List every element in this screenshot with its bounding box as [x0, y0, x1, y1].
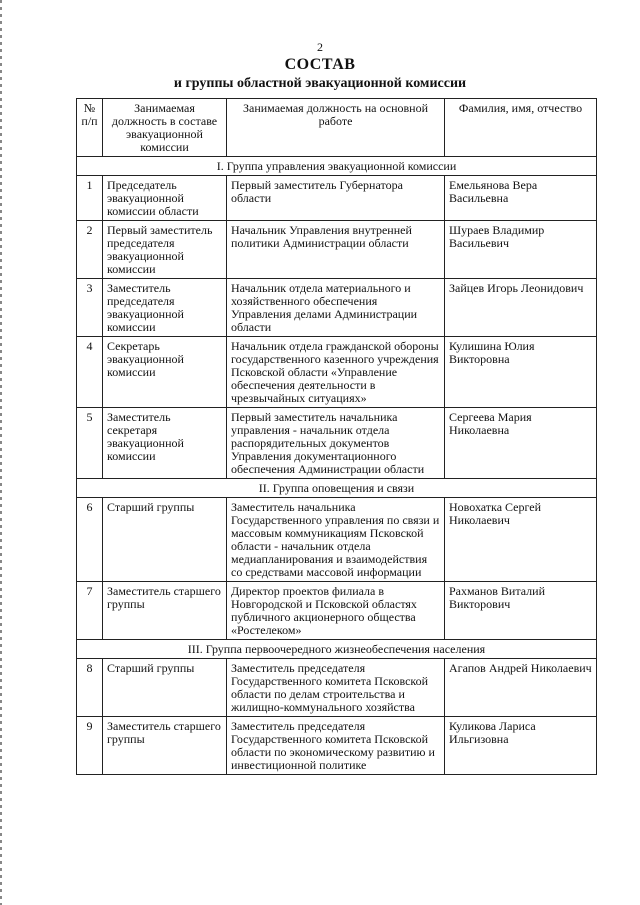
group-row [77, 157, 597, 176]
row-number: 8 [77, 659, 103, 717]
full-name: Новохатка Сергей Николаевич [445, 498, 597, 582]
full-name: Сергеева Мария Николаевна [445, 408, 597, 479]
header-commission-role: Занимаемая должность в составе эвакуационной комиссии [103, 99, 227, 157]
commission-role: Председатель эвакуационной комиссии области [103, 176, 227, 221]
group-row [77, 640, 597, 659]
main-job: Первый заместитель начальника управления - начальник отдела распорядительных документов Управления документационного обеспечения Администрации области [227, 408, 445, 479]
main-job: Первый заместитель Губернатора области [227, 176, 445, 221]
row-number: 4 [77, 337, 103, 408]
scan-edge [0, 0, 2, 905]
table-row [77, 498, 597, 582]
table-row [77, 279, 597, 337]
group-title: II. Группа оповещения и связи [77, 479, 597, 498]
row-number: 7 [77, 582, 103, 640]
commission-role: Старший группы [103, 659, 227, 717]
full-name: Емельянова Вера Васильевна [445, 176, 597, 221]
header-full-name: Фамилия, имя, отчество [445, 99, 597, 157]
table-header-row [77, 99, 597, 157]
commission-role: Первый заместитель председателя эвакуационной комиссии [103, 221, 227, 279]
row-number: 1 [77, 176, 103, 221]
main-job: Начальник отдела материального и хозяйственного обеспечения Управления делами Администрации области [227, 279, 445, 337]
row-number: 3 [77, 279, 103, 337]
main-job: Заместитель председателя Государственного комитета Псковской области по делам строительства и жилищно-коммунального хозяйства [227, 659, 445, 717]
document-subtitle: и группы областной эвакуационной комиссии [173, 76, 467, 91]
commission-role: Старший группы [103, 498, 227, 582]
commission-role: Заместитель старшего группы [103, 717, 227, 775]
full-name: Шураев Владимир Васильевич [445, 221, 597, 279]
main-job: Начальник отдела гражданской обороны государственного казенного учреждения Псковской области «Управление обеспечения деятельности в чрезвычайных ситуациях» [227, 337, 445, 408]
row-number: 5 [77, 408, 103, 479]
full-name: Кулишина Юлия Викторовна [445, 337, 597, 408]
main-job: Заместитель начальника Государственного управления по связи и массовым коммуникациям Псковской области - начальник отдела медиапланирования и взаимодействия со средствами массовой информации [227, 498, 445, 582]
commission-role: Заместитель председателя эвакуационной комиссии [103, 279, 227, 337]
group-title: III. Группа первоочередного жизнеобеспечения населения [77, 640, 597, 659]
full-name: Агапов Андрей Николаевич [445, 659, 597, 717]
main-job: Заместитель председателя Государственного комитета Псковской области по экономическому развитию и инвестиционной политике [227, 717, 445, 775]
full-name: Рахманов Виталий Викторович [445, 582, 597, 640]
full-name: Куликова Лариса Ильгизовна [445, 717, 597, 775]
group-title: I. Группа управления эвакуационной комиссии [77, 157, 597, 176]
row-number: 9 [77, 717, 103, 775]
table-row [77, 717, 597, 775]
table-row [77, 582, 597, 640]
main-job: Начальник Управления внутренней политики Администрации области [227, 221, 445, 279]
commission-role: Заместитель секретаря эвакуационной комиссии [103, 408, 227, 479]
table-row [77, 221, 597, 279]
row-number: 2 [77, 221, 103, 279]
row-number: 6 [77, 498, 103, 582]
header-number: № п/п [77, 99, 103, 157]
main-job: Директор проектов филиала в Новгородской и Псковской областях публичного акционерного общества «Ростелеком» [227, 582, 445, 640]
page-number: 2 [317, 40, 323, 54]
table-row [77, 659, 597, 717]
full-name: Зайцев Игорь Леонидович [445, 279, 597, 337]
commission-role: Заместитель старшего группы [103, 582, 227, 640]
table-row [77, 337, 597, 408]
document-title: СОСТАВ [284, 56, 356, 73]
group-row [77, 479, 597, 498]
table-row [77, 176, 597, 221]
table-row [77, 408, 597, 479]
commission-role: Секретарь эвакуационной комиссии [103, 337, 227, 408]
header-main-job: Занимаемая должность на основной работе [227, 99, 445, 157]
commission-table [76, 98, 597, 775]
